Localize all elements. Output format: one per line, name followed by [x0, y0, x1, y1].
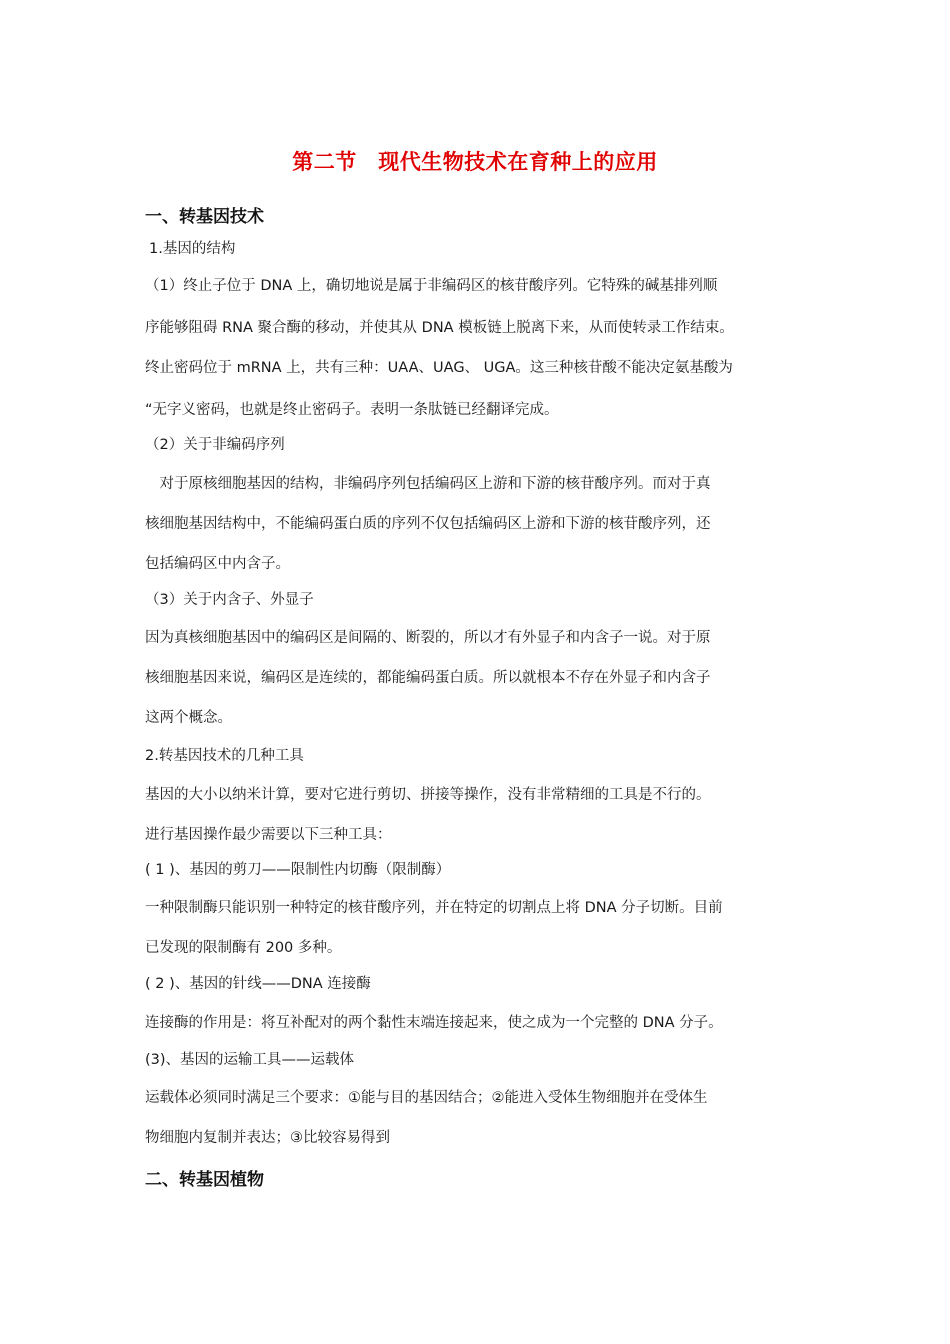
paragraph-line: 这两个概念。 [145, 710, 232, 726]
paragraph-line: 核细胞基因来说，编码区是连续的，都能编码蛋白质。所以就根本不存在外显子和内含子 [145, 670, 711, 686]
paragraph-line: 包括编码区中内含子。 [145, 556, 290, 572]
paragraph-line: 核细胞基因结构中，不能编码蛋白质的序列不仅包括编码区上游和下游的核苷酸序列，还 [145, 516, 711, 532]
paragraph-line: 因为真核细胞基因中的编码区是间隔的、断裂的，所以才有外显子和内含子一说。对于原 [145, 630, 711, 646]
page-title: 第二节 现代生物技术在育种上的应用 [292, 150, 658, 174]
subheading-gene-structure: 1.基因的结构 [149, 241, 236, 257]
item-heading-intron-exon: （3）关于内含子、外显子 [145, 592, 314, 608]
section-heading-transgenic-plants: 二、转基因植物 [145, 1170, 264, 1190]
paragraph-line: 运载体必须同时满足三个要求：①能与目的基因结合；②能进入受体生物细胞并在受体生 [145, 1090, 708, 1106]
paragraph-line: 基因的大小以纳米计算，要对它进行剪切、拼接等操作，没有非常精细的工具是不行的。 [145, 787, 711, 803]
paragraph-line: 一种限制酶只能识别一种特定的核苷酸序列，并在特定的切割点上将 DNA 分子切断。目前 [145, 900, 723, 916]
section-heading-transgenic-tech: 一、转基因技术 [145, 207, 264, 227]
paragraph-line: 序能够阻碍 RNA 聚合酶的移动，并使其从 DNA 模板链上脱离下来，从而使转录工作结束。 [145, 320, 734, 336]
paragraph-line: 对于原核细胞基因的结构，非编码序列包括编码区上游和下游的核苷酸序列。而对于真 [145, 476, 711, 492]
paragraph-line: “无字义密码，也就是终止密码子。表明一条肽链已经翻译完成。 [145, 402, 559, 418]
paragraph-line: 已发现的限制酶有 200 多种。 [145, 940, 342, 956]
tool-heading-vector: (3)、基因的运输工具——运载体 [145, 1052, 355, 1068]
tool-heading-ligase: ( 2 )、基因的针线——DNA 连接酶 [145, 976, 371, 992]
paragraph-line: 连接酶的作用是：将互补配对的两个黏性末端连接起来，使之成为一个完整的 DNA 分子。 [145, 1015, 723, 1031]
item-heading-noncoding: （2）关于非编码序列 [145, 437, 285, 453]
paragraph-line: 终止密码位于 mRNA 上，共有三种：UAA、UAG、 UGA。这三种核苷酸不能决定氨基酸为 [145, 360, 733, 376]
paragraph-line: （1）终止子位于 DNA 上，确切地说是属于非编码区的核苷酸序列。它特殊的碱基排列顺 [145, 278, 718, 294]
paragraph-line: 进行基因操作最少需要以下三种工具： [145, 827, 392, 843]
tool-heading-restriction-enzyme: ( 1 )、基因的剪刀——限制性内切酶（限制酶） [145, 862, 451, 878]
paragraph-line: 物细胞内复制并表达；③比较容易得到 [145, 1130, 390, 1146]
subheading-tools: 2.转基因技术的几种工具 [145, 748, 304, 764]
